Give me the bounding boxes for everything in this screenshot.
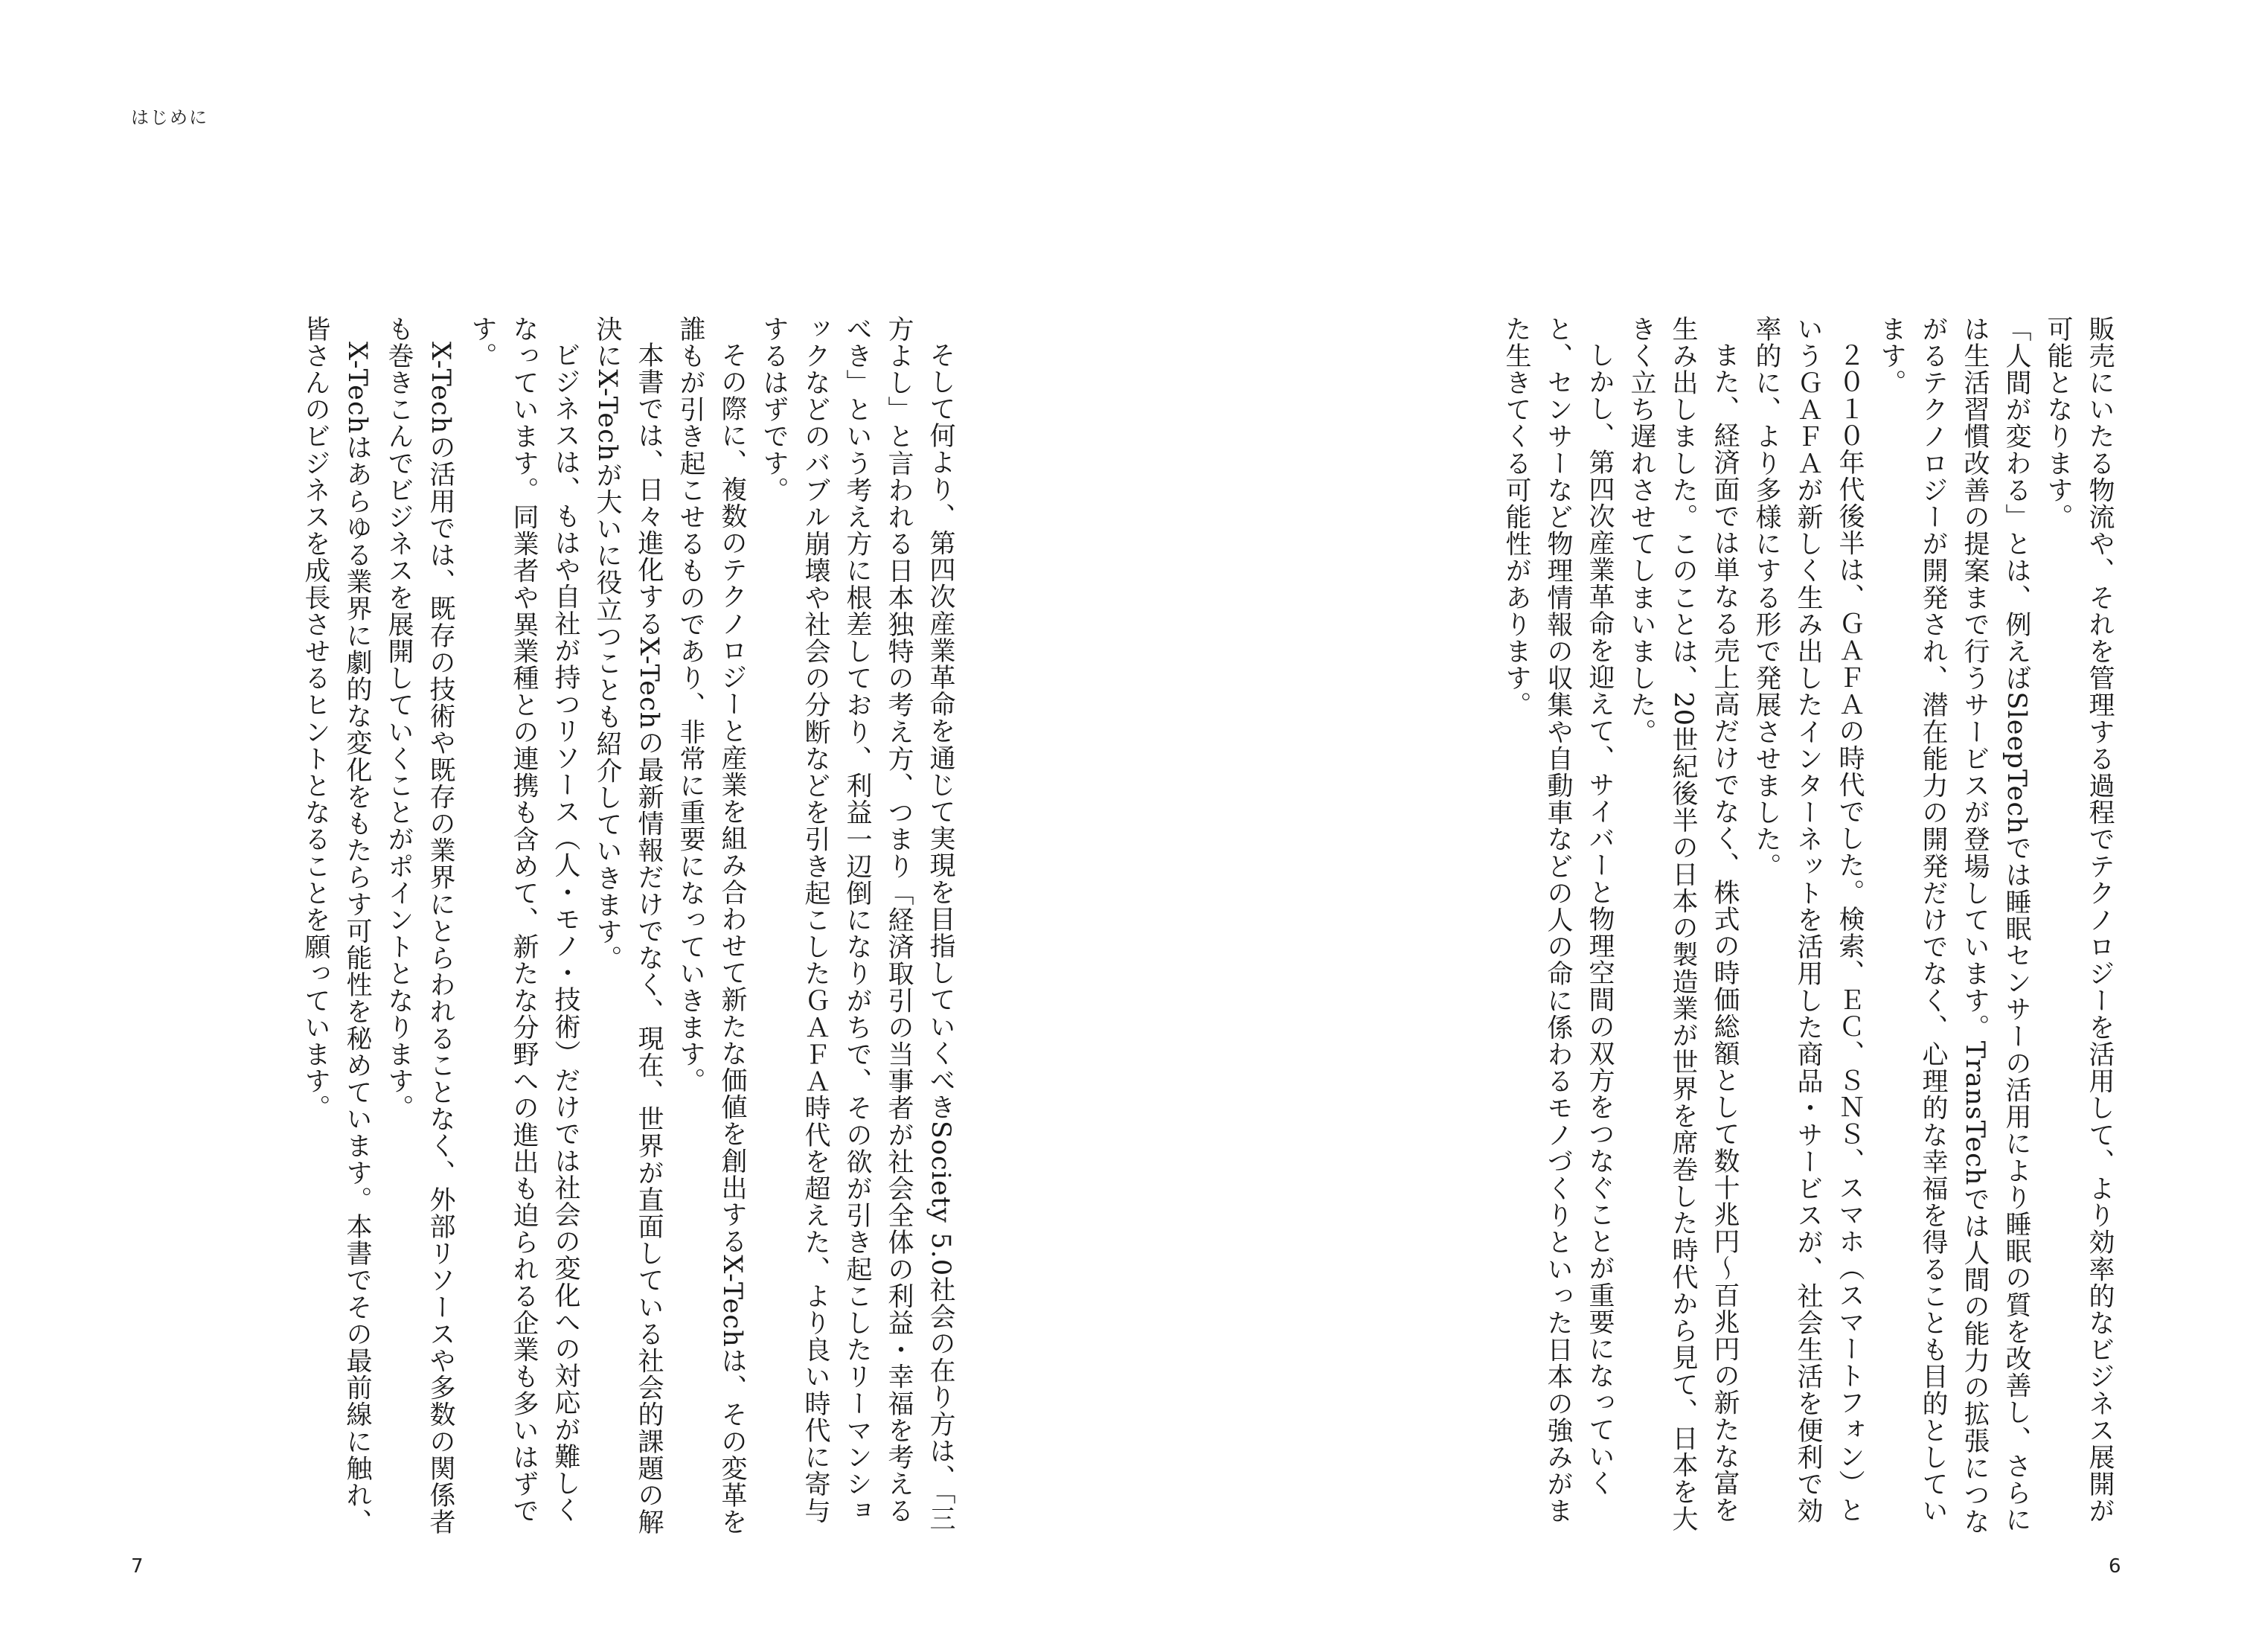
page-number-right: 6 [2109,1555,2121,1578]
running-head: はじめに [131,107,208,128]
left-para-6: X-Techはあらゆる業界に劇的な変化をもたらす可能性を秘めています。本書でその最前線に触れ、皆さんのビジネスを成長させるヒントとなることを願っています。 [301,316,372,1536]
right-para-5: しかし、第四次産業革命を迎えて、サイバーと物理空間の双方をつなぐことが重要になっていくと、センサーなど物理情報の収集や自動車などの人の命に係わるモノづくりといった日本の強みがまた生きてくる可能性があります。 [1501,316,1615,1525]
left-para-4: ビジネスは、もはや自社が持つリソース（人・モノ・技術）だけでは社会の変化への対応が難しくなっています。同業者や異業種との連携も含めて、新たな分野への進出も迫られる企業も多いはずです。 [467,316,580,1525]
right-para-1: 販売にいたる物流や、それを管理する過程でテクノロジーを活用して、より効率的なビジネス展開が可能となります。 [2043,316,2115,1525]
right-page-body [1310,316,2121,1536]
right-para-4: また、経済面では単なる売上高だけでなく、株式の時価総額として数十兆円～百兆円の新たな富を生み出しました。このことは、20世紀後半の日本の製造業が世界を席巻した時代から見て、日本を大きく立ち遅れさせてしまいました。 [1626,316,1740,1533]
left-para-5: X-Techの活用では、既存の技術や既存の業界にとらわれることなく、外部リソースや多数の関係者も巻きこんでビジネスを展開していくことがポイントとなります。 [384,316,455,1536]
right-para-2: 「人間が変わる」とは、例えばSleepTechでは睡眠センサーの活用により睡眠の質を改善し、さらには生活習慣改善の提案まで行うサービスが登場しています。TransTechでは人間の能力の拡張につながるテクノロジーが開発され、潜在能力の開発だけでなく、心理的な幸福を得ることも目的としています。 [1876,316,2031,1535]
left-para-2: その際に、複数のテクノロジーと産業を組み合わせて新たな価値を創出するX-Techは、その変革を誰もが引き起こせるものであり、非常に重要になっていきます。 [676,316,747,1536]
left-para-1: そして何より、第四次産業革命を通じて実現を目指していくべきSociety 5.0社会の在り方は、「三方よし」と言われる日本独特の考え方、つまり「経済取引の当事者が社会全体の利益・幸福を考えるべき」という考え方に根差しており、利益一辺倒になりがちで、その欲が引き起こしたリーマンショックなどのバブル崩壊や社会の分断などを引き起こしたＧＡＦＡ時代を超えた、より良い時代に寄与するはずです。 [759,316,955,1532]
left-para-3: 本書では、日々進化するX-Techの最新情報だけでなく、現在、世界が直面している社会的課題の解決にX-Techが大いに役立つことも紹介していきます。 [592,316,664,1536]
page-number-left: 7 [131,1555,144,1578]
left-page-body [135,316,961,1536]
right-para-3: ２０１０年代後半は、ＧＡＦＡの時代でした。検索、ＥＣ、ＳＮＳ、スマホ（スマートフォン）というＧＡＦＡが新しく生み出したインターネットを活用した商品・サービスが、社会生活を便利で効率的に、より多様にする形で発展させました。 [1751,316,1865,1525]
